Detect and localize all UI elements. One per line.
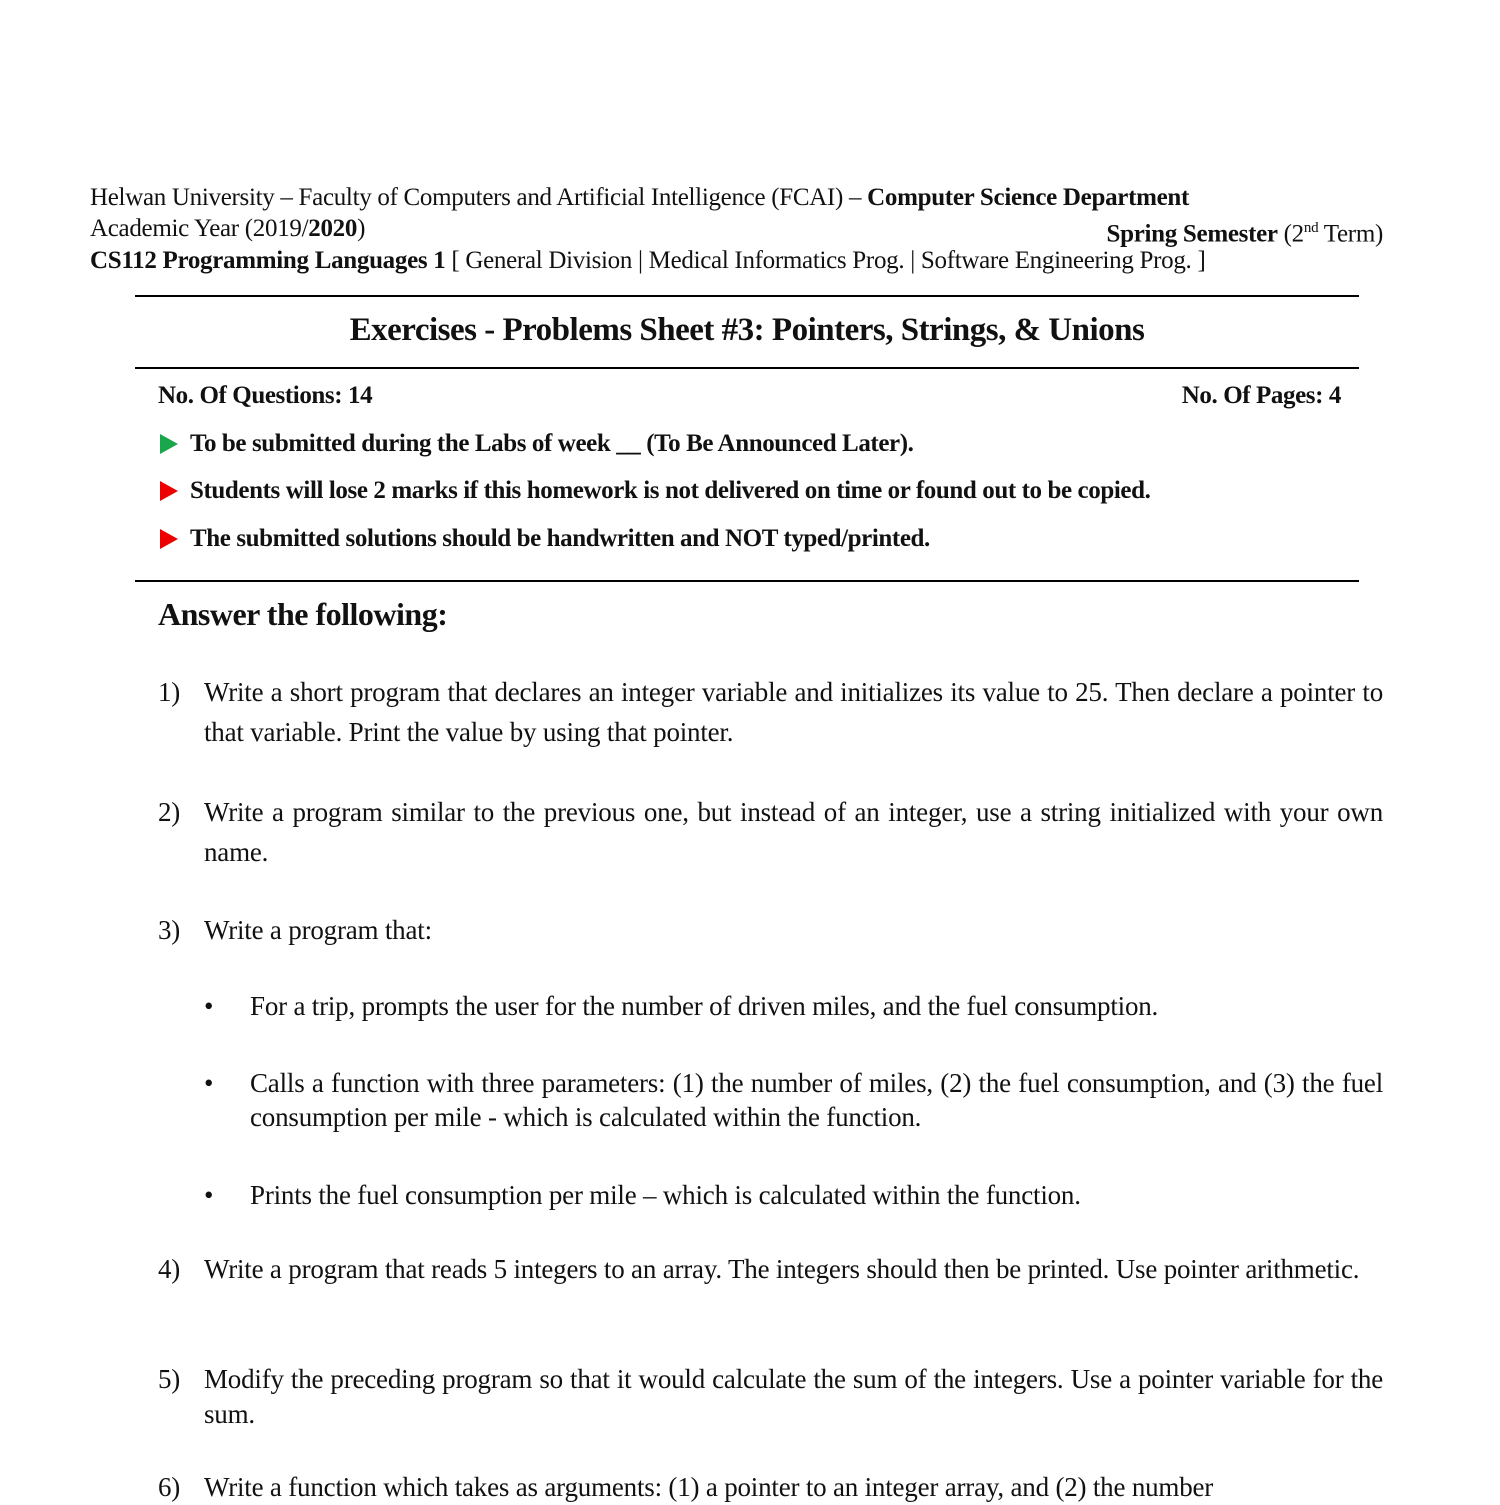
bullet-icon: •	[204, 1068, 214, 1098]
bullet-item	[204, 988, 1383, 1024]
question-item	[158, 1362, 1383, 1432]
question-text: Write a function which takes as arguments: (1) a pointer to an integer array, and (2) the number	[204, 1472, 1214, 1502]
question-number: 1)	[158, 677, 181, 707]
note-text: Students will lose 2 marks if this homework is not delivered on time or found out to be copied.	[190, 477, 1151, 504]
note-item	[160, 477, 1150, 505]
question-number: 3)	[158, 915, 181, 945]
divider	[135, 580, 1359, 582]
year-close: )	[357, 215, 366, 242]
note-text: The submitted solutions should be handwritten and NOT typed/printed.	[190, 525, 930, 552]
bullet-text: Calls a function with three parameters: (1) the number of miles, (2) the fuel consumption, and (3) the fuel consumption per mile - which is calculated within the function.	[250, 1068, 1383, 1132]
academic-year	[90, 213, 365, 249]
year-label: Academic Year (2019/	[90, 215, 309, 242]
sheet-meta	[158, 382, 1341, 410]
triangle-bullet-icon	[160, 481, 178, 501]
question-text: Write a short program that declares an integer variable and initializes its value to 25. Then declare a pointer to that variable. Print the value by using that pointer.	[204, 677, 1383, 747]
question-number: 2)	[158, 797, 181, 827]
bullet-item	[204, 1066, 1383, 1134]
divider	[135, 367, 1359, 369]
bullet-icon: •	[204, 1180, 214, 1210]
question-number: 4)	[158, 1254, 181, 1284]
divider	[135, 295, 1359, 297]
triangle-bullet-icon	[160, 434, 178, 454]
semester-open: (2	[1277, 220, 1304, 248]
semester-close: Term)	[1318, 220, 1383, 248]
question-item	[158, 672, 1383, 752]
department-text: Computer Science Department	[867, 184, 1190, 211]
question-text: Write a program that:	[204, 915, 432, 945]
note-text: To be submitted during the Labs of week __ (To Be Announced Later).	[190, 430, 914, 457]
bullet-text: Prints the fuel consumption per mile – which is calculated within the function.	[250, 1180, 1081, 1210]
page-count: No. Of Pages: 4	[1181, 382, 1341, 409]
year-bold: 2020	[308, 215, 358, 242]
header-year-line	[90, 213, 1383, 249]
semester-bold: Spring Semester	[1106, 220, 1278, 248]
semester-sup: nd	[1303, 220, 1319, 236]
triangle-bullet-icon	[160, 529, 178, 549]
page-title: Exercises - Problems Sheet #3: Pointers, Strings, & Unions	[349, 312, 1145, 348]
question-text: Write a program that reads 5 integers to an array. The integers should then be printed. Use pointer arithmetic.	[204, 1254, 1360, 1284]
semester	[1107, 213, 1383, 249]
question-item	[158, 1252, 1383, 1287]
bullet-icon: •	[204, 991, 214, 1021]
course-divisions: [ General Division | Medical Informatics Prog. | Software Engineering Prog. ]	[445, 247, 1206, 274]
note-item	[160, 430, 914, 458]
question-number: 6)	[158, 1472, 181, 1502]
institution-text: Helwan University – Faculty of Computers and Artificial Intelligence (FCAI) –	[90, 184, 868, 211]
question-number: 5)	[158, 1364, 181, 1394]
bullet-text: For a trip, prompts the user for the number of driven miles, and the fuel consumption.	[250, 991, 1159, 1021]
question-count: No. Of Questions: 14	[158, 382, 373, 409]
header-course-line	[90, 245, 1383, 276]
bullet-item	[204, 1177, 1383, 1213]
question-text: Modify the preceding program so that it would calculate the sum of the integers. Use a pointer variable for the sum.	[204, 1364, 1383, 1429]
question-text: Write a program similar to the previous one, but instead of an integer, use a string initialized with your own name.	[204, 797, 1383, 867]
question-item	[158, 912, 1383, 948]
note-item	[160, 525, 930, 553]
header-institution-line	[90, 182, 1383, 213]
course-name: CS112 Programming Languages 1	[90, 247, 446, 274]
section-heading: Answer the following:	[158, 596, 448, 632]
question-item	[158, 792, 1383, 872]
